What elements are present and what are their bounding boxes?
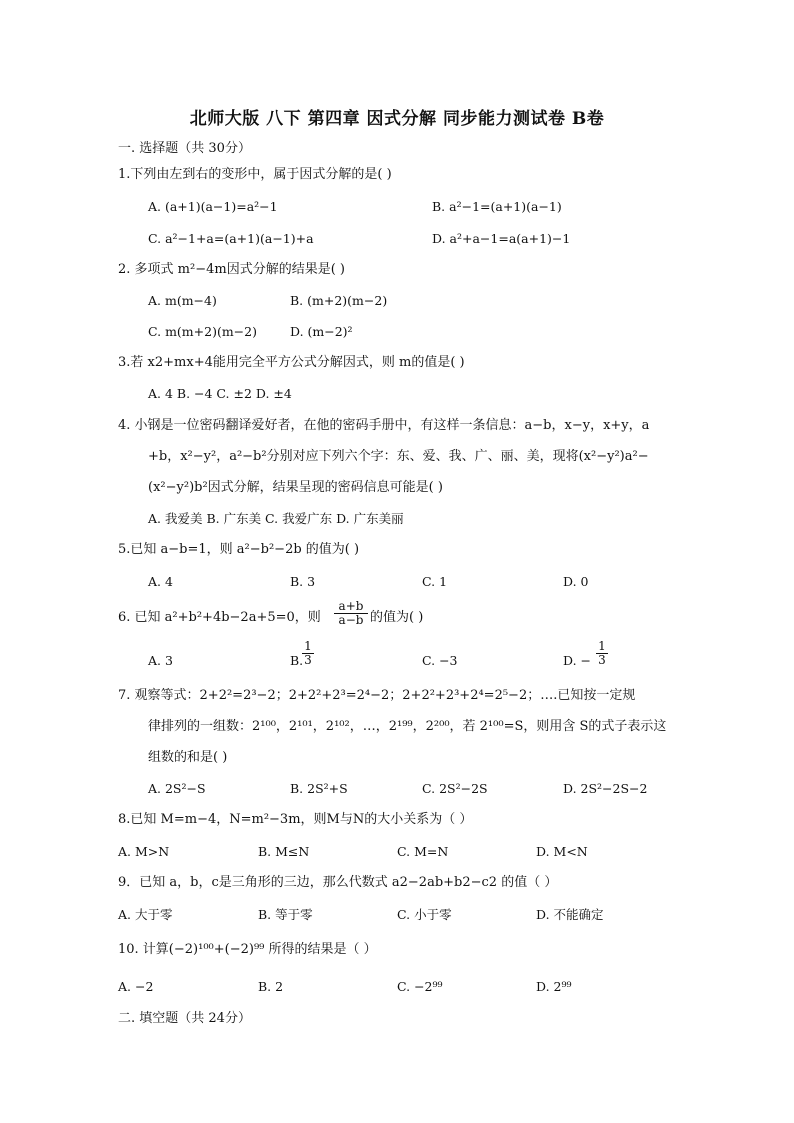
question-2-option-d: D. (m−2)²: [290, 324, 353, 339]
question-1-stem: 1.下列由左到右的变形中，属于因式分解的是( ): [118, 167, 392, 182]
fraction-denominator: 3: [304, 653, 312, 667]
question-9-option-d: D. 不能确定: [536, 907, 604, 922]
question-6-option-a: A. 3: [148, 653, 173, 668]
question-1-option-c: C. a²−1+a=(a+1)(a−1)+a: [148, 231, 314, 246]
question-10-option-b: B. 2: [258, 979, 284, 994]
page-title: 北师大版 八下 第四章 因式分解 同步能力测试卷 B卷: [189, 109, 605, 129]
fraction-numerator: 1: [598, 639, 606, 653]
question-5-option-b: B. 3: [290, 574, 316, 589]
question-4-stem-line-3: (x²−y²)b²因式分解，结果呈现的密码信息可能是( ): [148, 480, 443, 495]
question-8-stem: 8.已知 M=m−4，N=m²−3m，则M与N的大小关系为（ ）: [118, 812, 473, 827]
question-6-option-d: D. −: [563, 653, 591, 668]
question-5-stem: 5.已知 a−b=1，则 a²−b²−2b 的值为( ): [118, 542, 360, 557]
question-4-options: A. 我爱美 B. 广东美 C. 我爱广东 D. 广东美丽: [148, 511, 404, 526]
question-3-stem: 3.若 x2+mx+4能用完全平方公式分解因式，则 m的值是( ): [118, 355, 465, 370]
question-2-option-a: A. m(m−4): [148, 293, 217, 308]
fraction-denominator: 3: [598, 653, 606, 667]
question-2-stem: 2. 多项式 m²−4m因式分解的结果是( ): [118, 262, 345, 277]
question-6-option-b: B.: [290, 653, 304, 668]
section-heading-choice: 一. 选择题（共 30分）: [118, 141, 251, 156]
question-8-option-c: C. M=N: [397, 844, 449, 859]
question-10-option-a: A. −2: [118, 979, 154, 994]
question-10-option-c: C. −2⁹⁹: [397, 979, 443, 994]
question-5-option-c: C. 1: [422, 574, 448, 589]
question-7-option-c: C. 2S²−2S: [422, 781, 488, 796]
question-6-option-d-fraction: [596, 640, 608, 667]
question-6-stem-fraction: [334, 600, 368, 627]
question-4-stem-line-2: +b，x²−y²，a²−b²分别对应下列六个字：东、爱、我、广、丽、美，现将(x²−y²)a²−: [148, 449, 649, 464]
question-9-option-a: A. 大于零: [118, 907, 173, 922]
question-4-stem-line-1: 4. 小钢是一位密码翻译爱好者，在他的密码手册中，有这样一条信息：a−b，x−y，x+y，a: [118, 418, 650, 433]
question-1-option-d: D. a²+a−1=a(a+1)−1: [432, 231, 571, 246]
question-7-stem-line-2: 律排列的一组数：2¹⁰⁰，2¹⁰¹，2¹⁰²，…，2¹⁹⁹，2²⁰⁰，若 2¹⁰⁰=S，则用含 S的式子表示这: [148, 719, 667, 734]
question-7-option-b: B. 2S²+S: [290, 781, 348, 796]
fraction-denominator: a−b: [338, 613, 364, 627]
question-2-option-b: B. (m+2)(m−2): [290, 293, 388, 308]
question-3-options: A. 4 B. −4 C. ±2 D. ±4: [148, 386, 292, 401]
fraction-numerator: a+b: [338, 599, 364, 613]
question-7-option-a: A. 2S²−S: [148, 781, 206, 796]
question-6-option-c: C. −3: [422, 653, 458, 668]
question-7-option-d: D. 2S²−2S−2: [563, 781, 648, 796]
fraction-numerator: 1: [304, 639, 312, 653]
question-1-option-a: A. (a+1)(a−1)=a²−1: [148, 199, 278, 214]
question-5-option-d: D. 0: [563, 574, 589, 589]
question-6-option-b-fraction: [302, 640, 314, 667]
question-2-option-c: C. m(m+2)(m−2): [148, 324, 257, 339]
question-9-option-b: B. 等于零: [258, 907, 313, 922]
question-8-option-a: A. M>N: [118, 844, 170, 859]
question-6-stem-pre: 6. 已知 a²+b²+4b−2a+5=0，则: [118, 610, 321, 625]
question-9-stem: 9．已知 a，b，c是三角形的三边，那么代数式 a2−2ab+b2−c2 的值（ ）: [118, 875, 558, 890]
question-10-option-d: D. 2⁹⁹: [536, 979, 572, 994]
question-10-stem: 10. 计算(−2)¹⁰⁰+(−2)⁹⁹ 所得的结果是（ ）: [118, 942, 377, 957]
section-heading-fill-blank: 二. 填空题（共 24分）: [118, 1011, 251, 1026]
question-7-stem-line-3: 组数的和是( ): [148, 750, 228, 765]
question-8-option-d: D. M<N: [536, 844, 588, 859]
question-7-stem-line-1: 7. 观察等式：2+2²=2³−2；2+2²+2³=2⁴−2；2+2²+2³+2⁴=2⁵−2；….已知按一定规: [118, 688, 636, 703]
question-9-option-c: C. 小于零: [397, 907, 452, 922]
question-1-option-b: B. a²−1=(a+1)(a−1): [432, 199, 562, 214]
question-5-option-a: A. 4: [148, 574, 173, 589]
question-6-stem-post: 的值为( ): [370, 610, 424, 625]
question-8-option-b: B. M≤N: [258, 844, 310, 859]
